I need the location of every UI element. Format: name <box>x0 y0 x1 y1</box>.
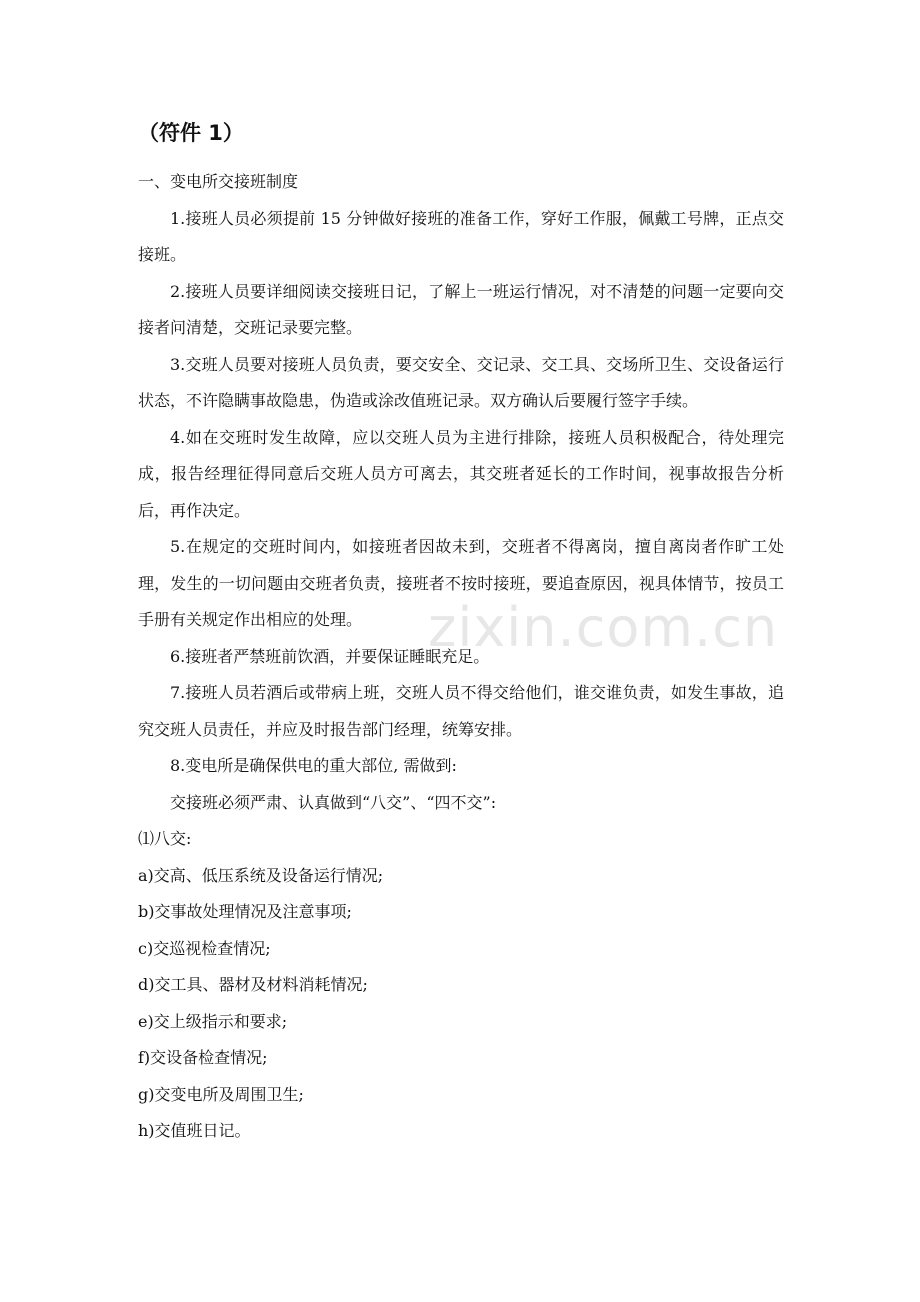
attachment-title: （符件 1） <box>138 121 244 145</box>
paragraph-4: 4.如在交班时发生故障，应以交班人员为主进行排除，接班人员积极配合，待处理完成，报告经理征得同意后交班人员方可离去，其交班者延长的工作时间，视事故报告分析后，再作决定。 <box>138 427 784 520</box>
paragraph-3: 3.交班人员要对接班人员负责，要交安全、交记录、交工具、交场所卫生、交设备运行状态，不许隐瞒事故隐患，伪造或涂改值班记录。双方确认后要履行签字手续。 <box>138 354 784 410</box>
list-item: a)交高、低压系统及设备运行情况; <box>138 865 384 885</box>
requirement-line: 交接班必须严肃、认真做到“八交”、“四不交”: <box>170 792 497 812</box>
list-item: h)交值班日记。 <box>138 1121 251 1140</box>
list-item: c)交巡视检查情况; <box>138 938 271 958</box>
sub-heading-eight-handovers: ⑴八交: <box>138 829 192 848</box>
paragraph-5: 5.在规定的交班时间内，如接班者因故未到，交班者不得离岗，擅自离岗者作旷工处理，发生的一切问题由交班者负责，接班者不按时接班，要追查原因，视具体情节，按员工手册有关规定作出相应的处理。 <box>138 537 784 629</box>
document-body <box>138 164 784 1150</box>
watermark: zixin.com.cn <box>428 596 779 659</box>
list-item: g)交变电所及周围卫生; <box>138 1084 304 1104</box>
section-heading: 一、变电所交接班制度 <box>138 172 299 191</box>
list-item: f)交设备检查情况; <box>138 1048 268 1067</box>
paragraph-6: 6.接班者严禁班前饮酒，并要保证睡眠充足。 <box>170 646 490 666</box>
list-item: d)交工具、器材及材料消耗情况; <box>138 975 368 994</box>
paragraph-1: 1.接班人员必须提前 15 分钟做好接班的准备工作，穿好工作服，佩戴工号牌，正点交接班。 <box>138 208 784 264</box>
paragraph-8: 8.变电所是确保供电的重大部位, 需做到: <box>170 756 457 775</box>
list-item: b)交事故处理情况及注意事项; <box>138 902 352 921</box>
paragraph-7: 7.接班人员若酒后或带病上班，交班人员不得交给他们，谁交谁负责，如发生事故，追究交班人员责任，并应及时报告部门经理，统筹安排。 <box>138 683 784 739</box>
list-item: e)交上级指示和要求; <box>138 1011 288 1031</box>
paragraph-2: 2.接班人员要详细阅读交接班日记，了解上一班运行情况，对不清楚的问题一定要向交接者问清楚，交班记录要完整。 <box>138 281 784 337</box>
